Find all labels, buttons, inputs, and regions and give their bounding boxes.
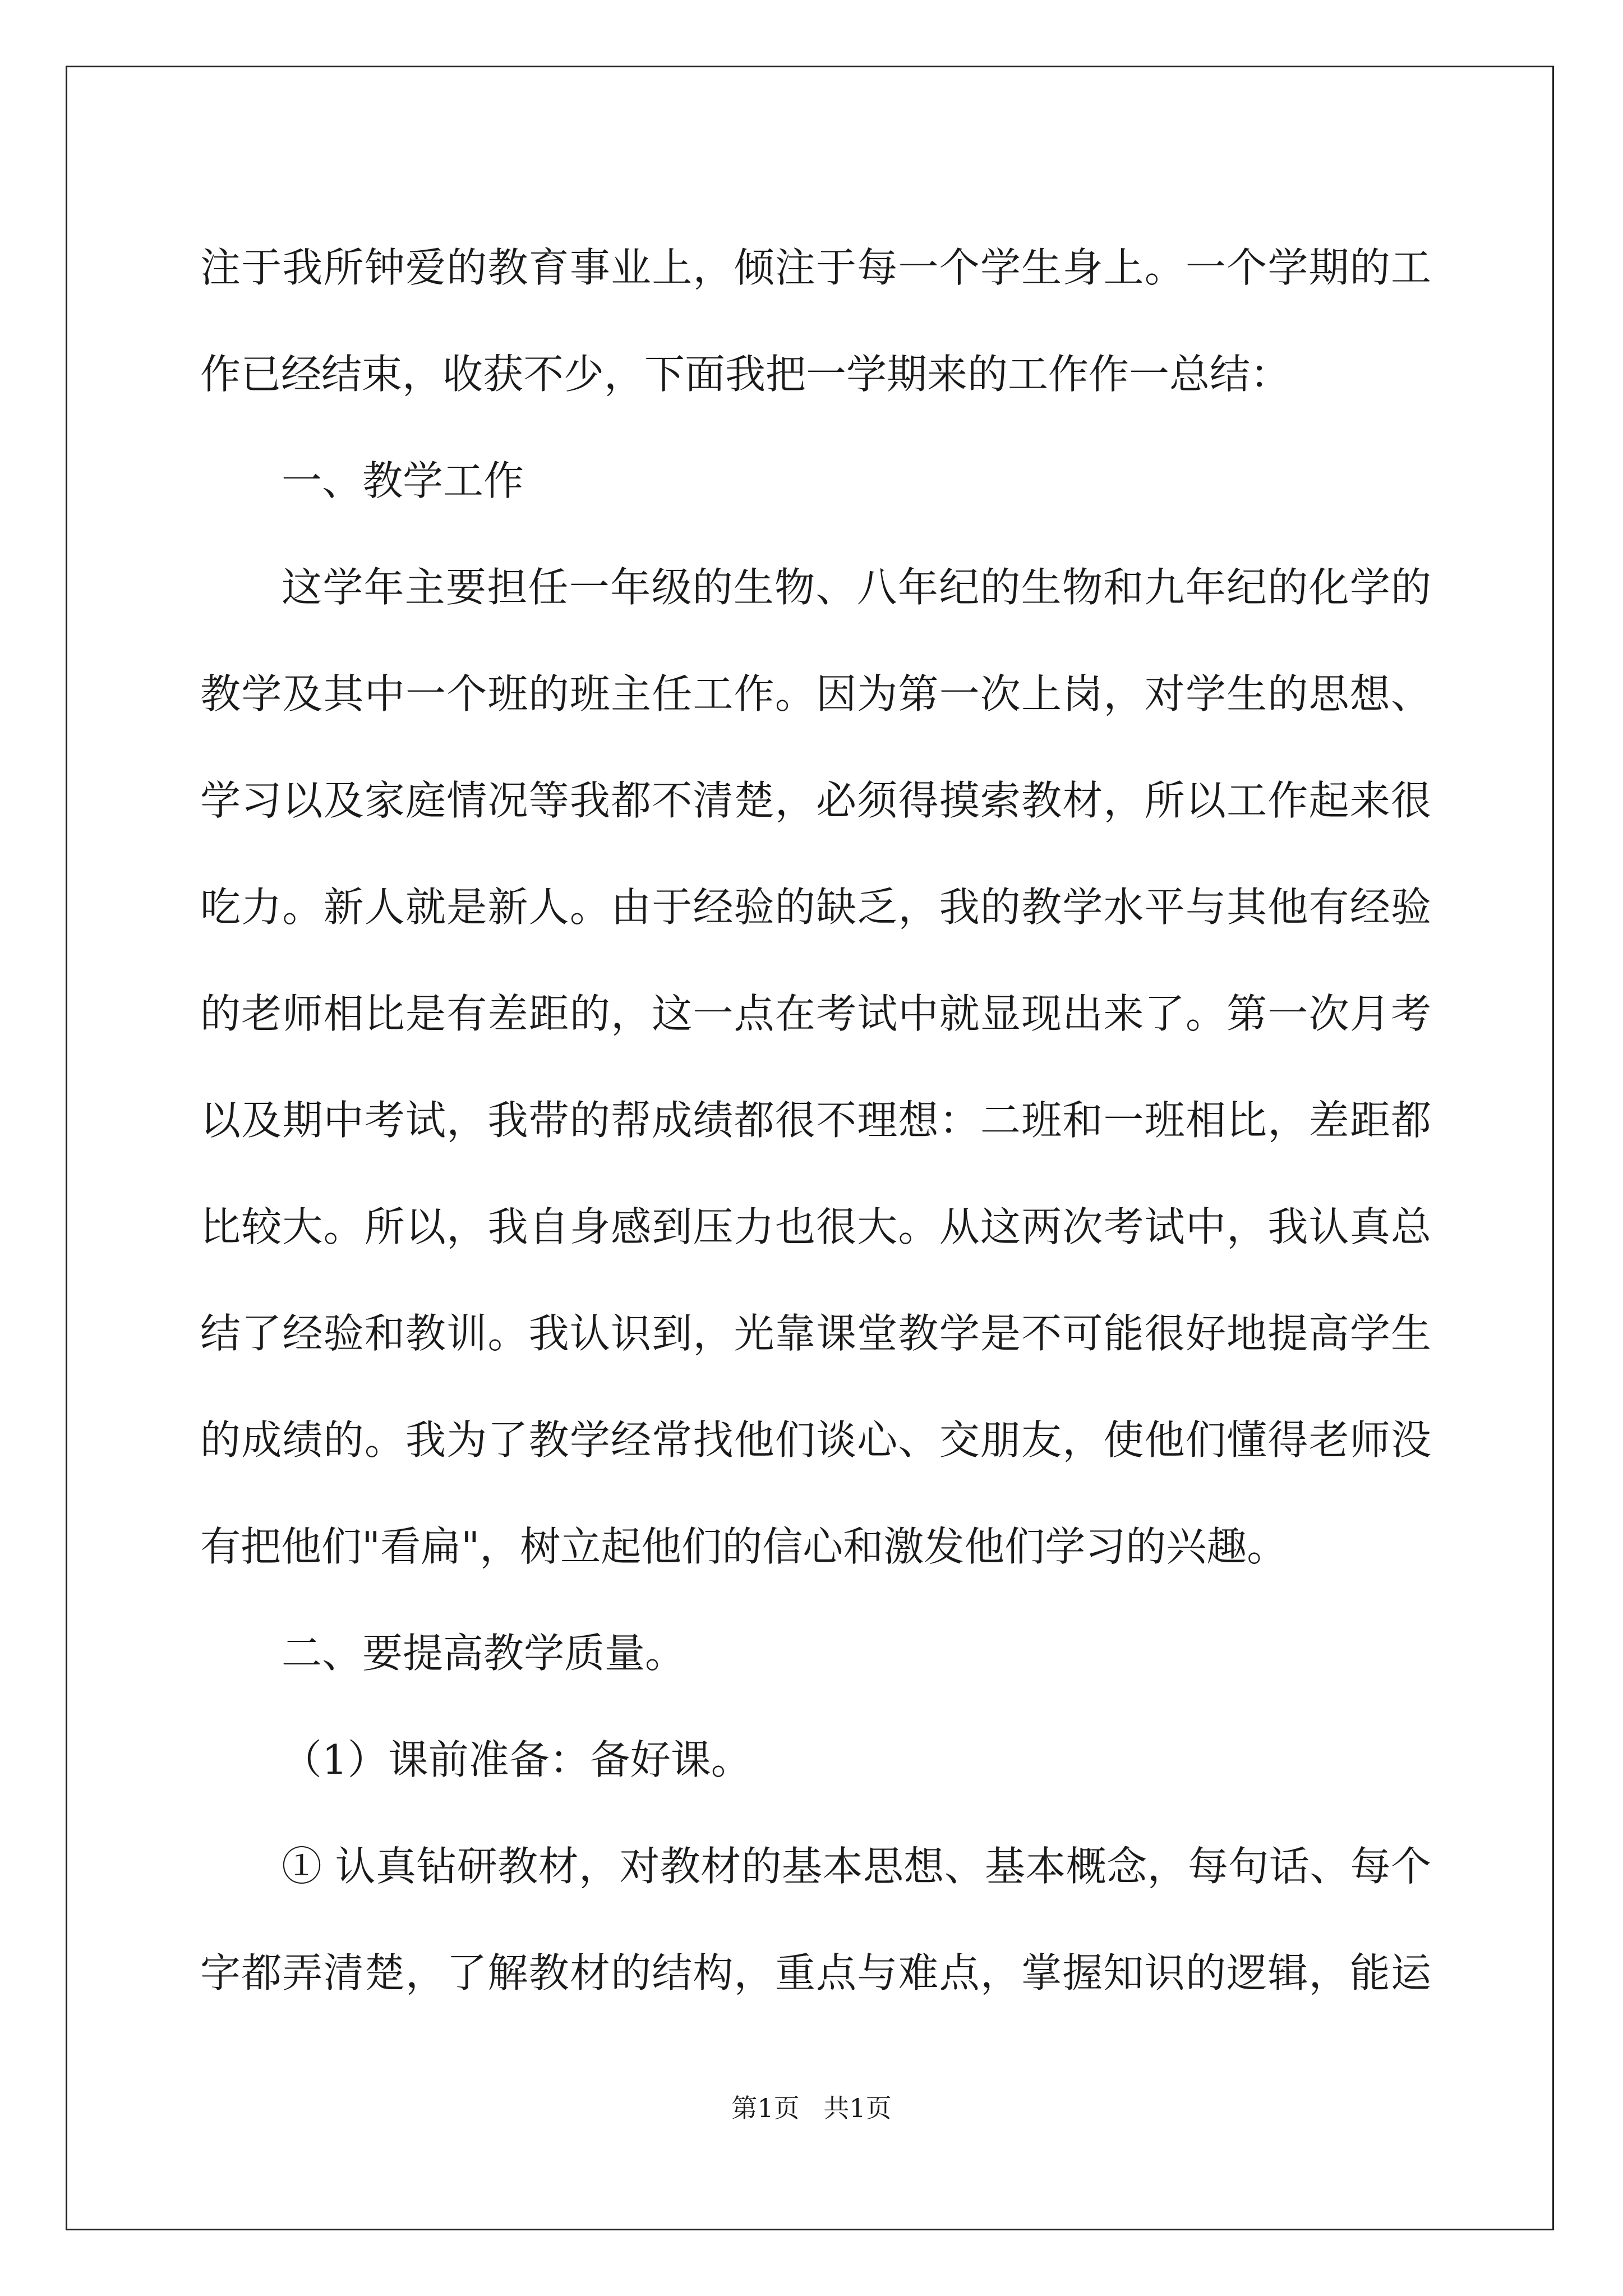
page-number: 第1页 [731, 2093, 800, 2123]
text-line-10: 比较大。所以，我自身感到压力也很大。从这两次考试中，我认真总 [200, 1203, 1431, 1250]
text-line-6: 学习以及家庭情况等我都不清楚，必须得摸索教材，所以工作起来很 [200, 777, 1431, 824]
text-line-2: 作已经结束，收获不少，下面我把一学期来的工作作一总结： [200, 351, 1291, 398]
page-total: 共1页 [823, 2093, 892, 2123]
text-line-17: 字都弄清楚，了解教材的结构，重点与难点，掌握知识的逻辑，能运 [200, 1949, 1431, 1996]
section-heading-teaching-work: 一、教学工作 [282, 457, 524, 504]
text-line-4: 这学年主要担任一年级的生物、八年纪的生物和九年纪的化学的 [282, 564, 1431, 611]
text-line-8: 的老师相比是有差距的，这一点在考试中就显现出来了。第一次月考 [200, 990, 1431, 1037]
document-body [200, 214, 1431, 2026]
section-heading-teaching-quality: 二、要提高教学质量。 [282, 1630, 686, 1677]
text-line-16: ① 认真钻研教材，对教材的基本思想、基本概念，每句话、每个 [282, 1843, 1431, 1890]
text-line-12: 的成绩的。我为了教学经常找他们谈心、交朋友，使他们懂得老师没 [200, 1416, 1431, 1464]
subsection-heading-lesson-prep: （1）课前准备：备好课。 [282, 1736, 751, 1783]
text-line-1: 注于我所钟爱的教育事业上，倾注于每一个学生身上。一个学期的工 [200, 244, 1431, 291]
text-line-9: 以及期中考试，我带的帮成绩都很不理想：二班和一班相比，差距都 [200, 1097, 1431, 1144]
text-line-5: 教学及其中一个班的班主任工作。因为第一次上岗，对学生的思想、 [200, 670, 1431, 717]
text-line-13: 有把他们"看扁"，树立起他们的信心和激发他们学习的兴趣。 [200, 1523, 1288, 1570]
page-footer [0, 2088, 1623, 2125]
text-line-11: 结了经验和教训。我认识到，光靠课堂教学是不可能很好地提高学生 [200, 1310, 1431, 1357]
text-line-7: 吃力。新人就是新人。由于经验的缺乏，我的教学水平与其他有经验 [200, 884, 1431, 931]
